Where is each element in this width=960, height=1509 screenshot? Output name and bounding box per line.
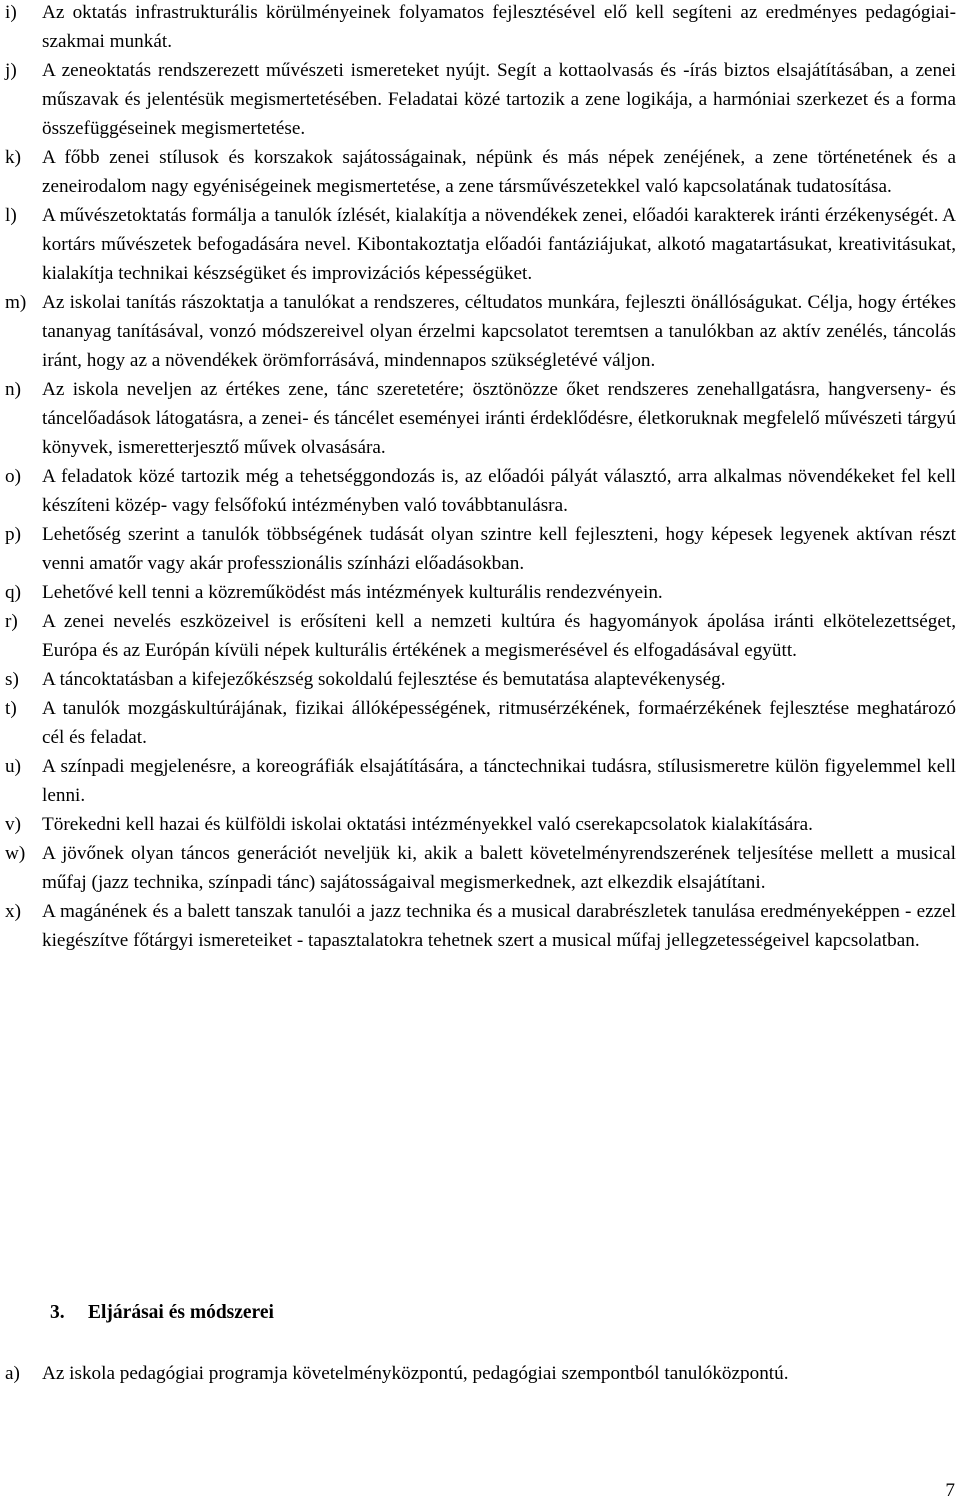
list-item (5, 0, 956, 56)
list-item-text: Lehetőség szerint a tanulók többségének tudását olyan szintre kell fejleszteni, hogy képesek legyenek aktívan részt venni amatőr vagy akár professzionális színházi előadásokban. (42, 524, 956, 574)
methods-list (5, 1359, 956, 1388)
list-item-text: A jövőnek olyan táncos generációt neveljük ki, akik a balett követelményrendszerének teljesítése mellett a musical műfaj (jazz technika, színpadi tánc) sajátosságaival megismerkednek, azt elkezdik elsajátítani. (42, 843, 956, 893)
list-item-text: Az iskolai tanítás rászoktatja a tanulókat a rendszeres, céltudatos munkára, fejleszti önállóságukat. Célja, hogy értékes tananyag tanításával, vonzó módszereivel olyan érzelmi kapcsolatot teremtsen a tanulókban az aktív zenélés, táncolás iránt, hogy az a növendékek örömforrásává, mindennapos szükségletévé váljon. (42, 292, 956, 371)
list-item (5, 1359, 956, 1388)
list-item (5, 839, 956, 897)
section-heading (50, 1298, 274, 1327)
objectives-list (5, 0, 956, 955)
list-item-text: A színpadi megjelenésre, a koreográfiák elsajátítására, a tánctechnikai tudásra, stílusismeretre külön figyelemmel kell lenni. (42, 756, 956, 806)
list-item-text: A táncoktatásban a kifejezőkészség sokoldalú fejlesztése és bemutatása alaptevékenység. (42, 669, 726, 690)
list-marker: k) (5, 147, 21, 168)
list-marker: j) (5, 60, 17, 81)
list-marker: q) (5, 582, 21, 603)
list-marker: o) (5, 466, 21, 487)
list-marker: w) (5, 843, 26, 864)
list-marker: u) (5, 756, 21, 777)
page-number: 7 (945, 1480, 955, 1501)
list-item (5, 897, 956, 955)
list-marker: m) (5, 292, 27, 313)
list-item-text: A magánének és a balett tanszak tanulói a jazz technika és a musical darabrészletek tanulása eredményeképpen - ezzel kiegészítve főtárgyi ismereteiket - tapasztalatokra tehetnek szert a musical műfaj jellegzetességeivel kapcsolatban. (42, 901, 956, 951)
list-marker: v) (5, 814, 21, 835)
list-item (5, 375, 956, 462)
list-item-text: Törekedni kell hazai és külföldi iskolai oktatási intézményekkel való cserekapcsolatok kialakítására. (42, 814, 813, 835)
list-item-text: A feladatok közé tartozik még a tehetséggondozás is, az előadói pályát választó, arra alkalmas növendékeket fel kell készíteni közép- vagy felsőfokú intézményben való továbbtanulásra. (42, 466, 956, 516)
list-item (5, 810, 956, 839)
list-item-text: A zenei nevelés eszközeivel is erősíteni kell a nemzeti kultúra és hagyományok ápolása iránti elkötelezettséget, Európa és az Európán kívüli népek kulturális értékének a megismerésével és elfogadásával együtt. (42, 611, 956, 661)
list-item-text: A főbb zenei stílusok és korszakok sajátosságainak, népünk és más népek zenéjének, a zene történetének és a zeneirodalom nagy egyéniségeinek megismertetése, a zene társművészetekkel való kapcsolatának tudatosítása. (42, 147, 956, 197)
list-item (5, 694, 956, 752)
list-marker: t) (5, 698, 17, 719)
list-item (5, 752, 956, 810)
list-item (5, 201, 956, 288)
list-marker: l) (5, 205, 17, 226)
list-item-text: A tanulók mozgáskultúrájának, fizikai állóképességének, ritmusérzékének, formaérzékének fejlesztése meghatározó cél és feladat. (42, 698, 956, 748)
list-item-text: A zeneoktatás rendszerezett művészeti ismereteket nyújt. Segít a kottaolvasás és -írás biztos elsajátításában, a zenei műszavak és jelentésük megismertetésében. Feladatai közé tartozik a zene logikája, a harmóniai szerkezet és a forma összefüggéseinek megismertetése. (42, 60, 956, 139)
list-item-text: Az iskola pedagógiai programja követelményközpontú, pedagógiai szempontból tanulóközpontú. (42, 1363, 789, 1384)
list-marker: p) (5, 524, 21, 545)
list-item (5, 143, 956, 201)
list-marker: a) (5, 1363, 20, 1384)
list-item (5, 607, 956, 665)
list-marker: x) (5, 901, 21, 922)
list-item (5, 288, 956, 375)
list-item (5, 462, 956, 520)
list-marker: s) (5, 669, 19, 690)
list-item-text: Az iskola neveljen az értékes zene, tánc szeretetére; ösztönözze őket rendszeres zenehallgatásra, hangverseny- és táncelőadások látogatásra, a zenei- és táncélet eseményei iránti érdeklődésre, életkoruknak megfelelő művészeti tárgyú könyvek, ismeretterjesztő művek olvasására. (42, 379, 956, 458)
list-item-text: A művészetoktatás formálja a tanulók ízlését, kialakítja a növendékek zenei, előadói karakterek iránti érzékenységét. A kortárs művészetek befogadására nevel. Kibontakoztatja előadói fantáziájukat, alkotó magatartásukat, kreativitásukat, kialakítja technikai készségüket és improvizációs képességüket. (42, 205, 956, 284)
list-marker: n) (5, 379, 21, 400)
list-item (5, 520, 956, 578)
list-item-text: Lehetővé kell tenni a közreműködést más intézmények kulturális rendezvényein. (42, 582, 663, 603)
section-title: Eljárásai és módszerei (88, 1302, 274, 1323)
list-item (5, 665, 956, 694)
list-item (5, 578, 956, 607)
list-marker: r) (5, 611, 18, 632)
list-marker: i) (5, 2, 17, 23)
list-item-text: Az oktatás infrastrukturális körülményeinek folyamatos fejlesztésével elő kell segíteni az eredményes pedagógiai-szakmai munkát. (42, 2, 956, 52)
section-number: 3. (50, 1302, 65, 1323)
list-item (5, 56, 956, 143)
